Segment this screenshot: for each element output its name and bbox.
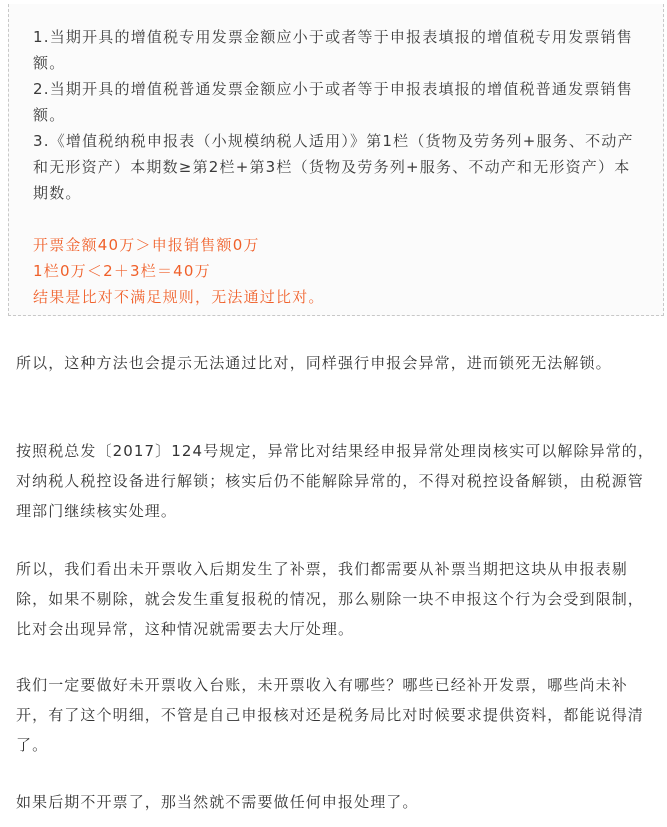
rule-1-text: 1.当期开具的增值税专用发票金额应小于或者等于申报表填报的增值税专用发票销售额。 [33,28,633,72]
comparison-line-1: 开票金额40万＞申报销售额0万 [33,236,260,254]
paragraph-regulation-124: 按照税总发〔2017〕124号规定，异常比对结果经申报异常处理岗核实可以解除异常的，对纳税人税控设备进行解锁；核实后仍不能解除异常的，不得对税控设备解锁，由税源管理部门继续核实处理。 [16,442,655,520]
comparison-result: 结果是比对不满足规则，无法通过比对。 [33,288,325,306]
paragraph-supplement-invoice: 所以，我们看出未开票收入后期发生了补票，我们都需要从补票当期把这块从申报表剔除，如果不剔除，就会发生重复报税的情况，那么剔除一块不申报这个行为会受到限制，比对会出现异常，这种情况就需要去大厅处理。 [16,560,644,638]
comparison-line-2: 1栏0万＜2＋3栏＝40万 [33,262,211,280]
paragraph-unable-to-pass: 所以，这种方法也会提示无法通过比对，同样强行申报会异常，进而锁死无法解锁。 [16,354,612,372]
rules-note-box [8,4,664,316]
rule-2-text: 2.当期开具的增值税普通发票金额应小于或者等于申报表填报的增值税普通发票销售额。 [33,80,633,124]
rule-3-text: 3.《增值税纳税申报表（小规模纳税人适用）》第1栏（货物及劳务列+服务、不动产和无形资产）本期数≥第2栏+第3栏（货物及劳务列+服务、不动产和无形资产）本期数。 [33,132,634,202]
paragraph-ledger: 我们一定要做好未开票收入台账，未开票收入有哪些？哪些已经补开发票，哪些尚未补开，有了这个明细，不管是自己申报核对还是税务局比对时候要求提供资料，都能说得清了。 [16,676,644,754]
note-spacer [33,206,645,232]
paragraph-no-invoice: 如果后期不开票了，那当然就不需要做任何申报处理了。 [16,793,419,811]
